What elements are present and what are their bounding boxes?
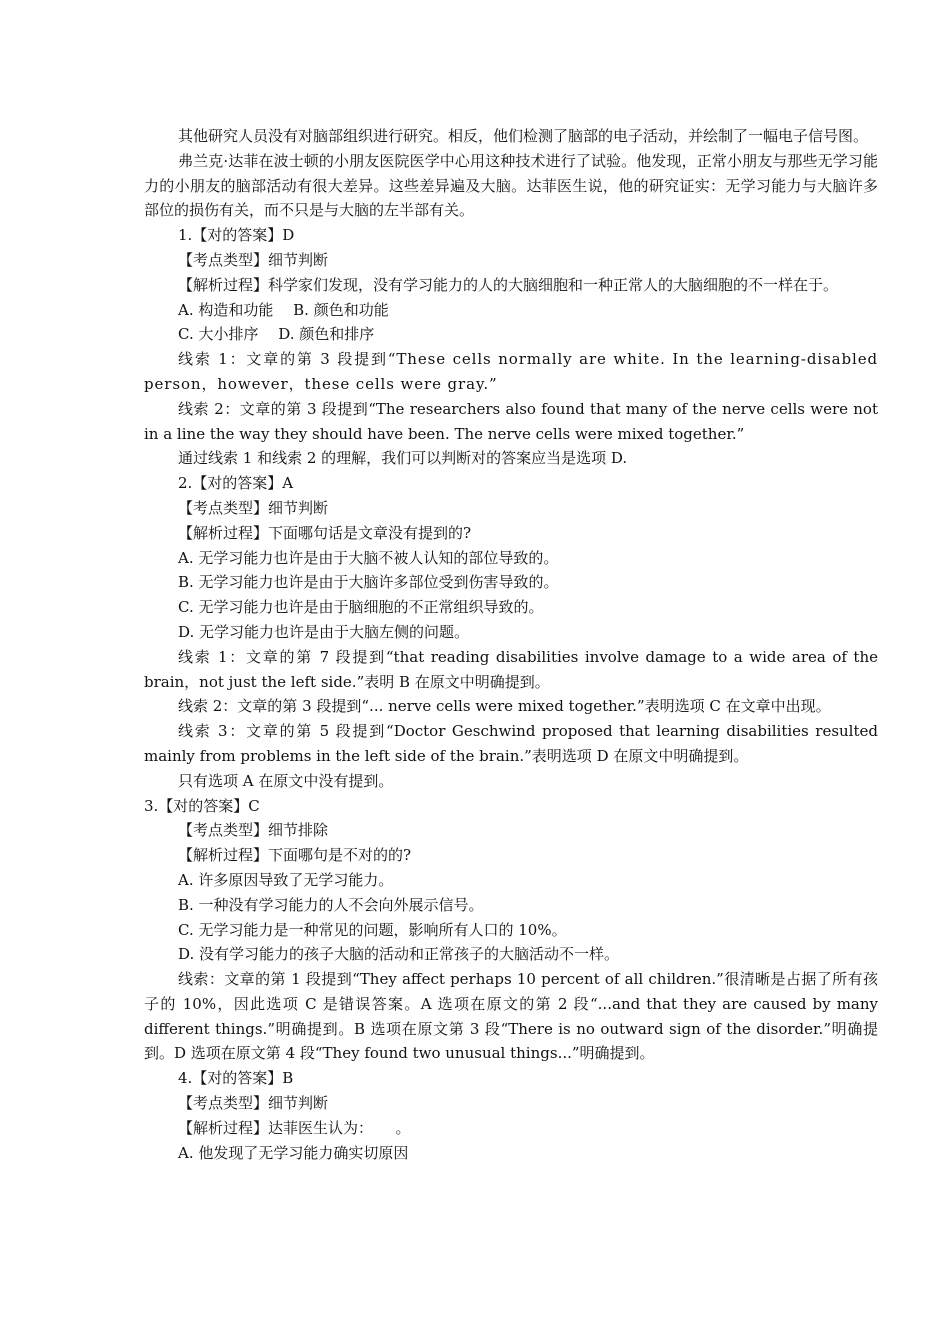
option-line: A. 无学习能力也许是由于大脑不被人认知的部位导致的。 <box>178 548 559 567</box>
option-line: A. 许多原因导致了无学习能力。 <box>178 870 394 889</box>
document-page <box>144 124 878 1165</box>
answer-heading: 2.【对的答案】A <box>178 474 294 493</box>
clue-paragraph: 线索 2：文章的第 3 段提到“... nerve cells were mixed together.”表明选项 C 在文章中出现。 <box>178 697 831 716</box>
option-line: C. 无学习能力是一种常见的问题，影响所有人口的 10%。 <box>178 920 567 939</box>
paragraph: 弗兰克·达菲在波士顿的小朋友医院医学中心用这种技术进行了试验。他发现，正常小朋友与那些无学习能力的小朋友的脑部活动有很大差异。这些差异遍及大脑。达菲医生说，他的研究证实：无学习能力与大脑许多部位的损伤有关，而不只是与大脑的左半部有关。 <box>144 151 878 220</box>
option-line: A. 构造和功能 B. 颜色和功能 <box>178 300 389 319</box>
clue-paragraph: 线索 1：文章的第 7 段提到“that reading disabilities involve damage to a wide area of the brain，not just the left side.”表明 B 在原文中明确提到。 <box>144 647 878 691</box>
analysis-process: 【解析过程】下面哪句是不对的的? <box>178 846 412 865</box>
analysis-process: 【解析过程】达菲医生认为： 。 <box>178 1118 411 1137</box>
clue-paragraph: 线索 1：文章的第 3 段提到“These cells normally are white. In the learning-disabled person，however，these cells were gray.” <box>144 350 878 393</box>
conclusion: 通过线索 1 和线索 2 的理解，我们可以判断对的答案应当是选项 D. <box>178 449 628 468</box>
conclusion: 只有选项 A 在原文中没有提到。 <box>178 771 394 790</box>
clue-paragraph: 线索：文章的第 1 段提到“They affect perhaps 10 percent of all children.”很清晰是占据了所有孩子的 10%，因此选项 C 是错误答案。A 选项在原文的第 2 段“...and that they are caused by many different things.”明确提到。B 选项在原文第 3 段“There is no outward sign of the disorder.”明确提到。D 选项在原文第 4 段“They found two unusual things...”明确提到。 <box>144 970 878 1063</box>
analysis-process: 【解析过程】下面哪句话是文章没有提到的? <box>178 523 472 542</box>
option-line: B. 一种没有学习能力的人不会向外展示信号。 <box>178 895 484 914</box>
clue-paragraph: 线索 2：文章的第 3 段提到“The researchers also found that many of the nerve cells were not in a line the way they should have been. The nerve cells were mixed together.” <box>144 399 878 443</box>
question-type: 【考点类型】细节判断 <box>178 1094 329 1113</box>
question-type: 【考点类型】细节判断 <box>178 498 329 517</box>
option-line: B. 无学习能力也许是由于大脑许多部位受到伤害导致的。 <box>178 573 559 592</box>
option-line: D. 无学习能力也许是由于大脑左侧的问题。 <box>178 622 470 641</box>
clue-paragraph: 线索 3：文章的第 5 段提到“Doctor Geschwind proposed that learning disabilities resulted mainly from problems in the left side of the brain.”表明选项 D 在原文中明确提到。 <box>144 722 878 765</box>
question-type: 【考点类型】细节判断 <box>178 250 329 269</box>
answer-heading: 3.【对的答案】C <box>144 796 260 815</box>
paragraph: 其他研究人员没有对脑部组织进行研究。相反，他们检测了脑部的电子活动，并绘制了一幅电子信号图。 <box>178 127 869 145</box>
option-line: C. 大小排序 D. 颜色和排序 <box>178 325 375 344</box>
answer-heading: 1.【对的答案】D <box>178 226 295 245</box>
option-line: A. 他发现了无学习能力确实切原因 <box>178 1143 409 1162</box>
question-type: 【考点类型】细节排除 <box>178 821 329 840</box>
option-line: D. 没有学习能力的孩子大脑的活动和正常孩子的大脑活动不一样。 <box>178 945 620 964</box>
option-line: C. 无学习能力也许是由于脑细胞的不正常组织导致的。 <box>178 598 544 617</box>
analysis-process: 【解析过程】科学家们发现，没有学习能力的人的大脑细胞和一种正常人的大脑细胞的不一样在于。 <box>178 275 839 294</box>
answer-heading: 4.【对的答案】B <box>178 1069 294 1088</box>
